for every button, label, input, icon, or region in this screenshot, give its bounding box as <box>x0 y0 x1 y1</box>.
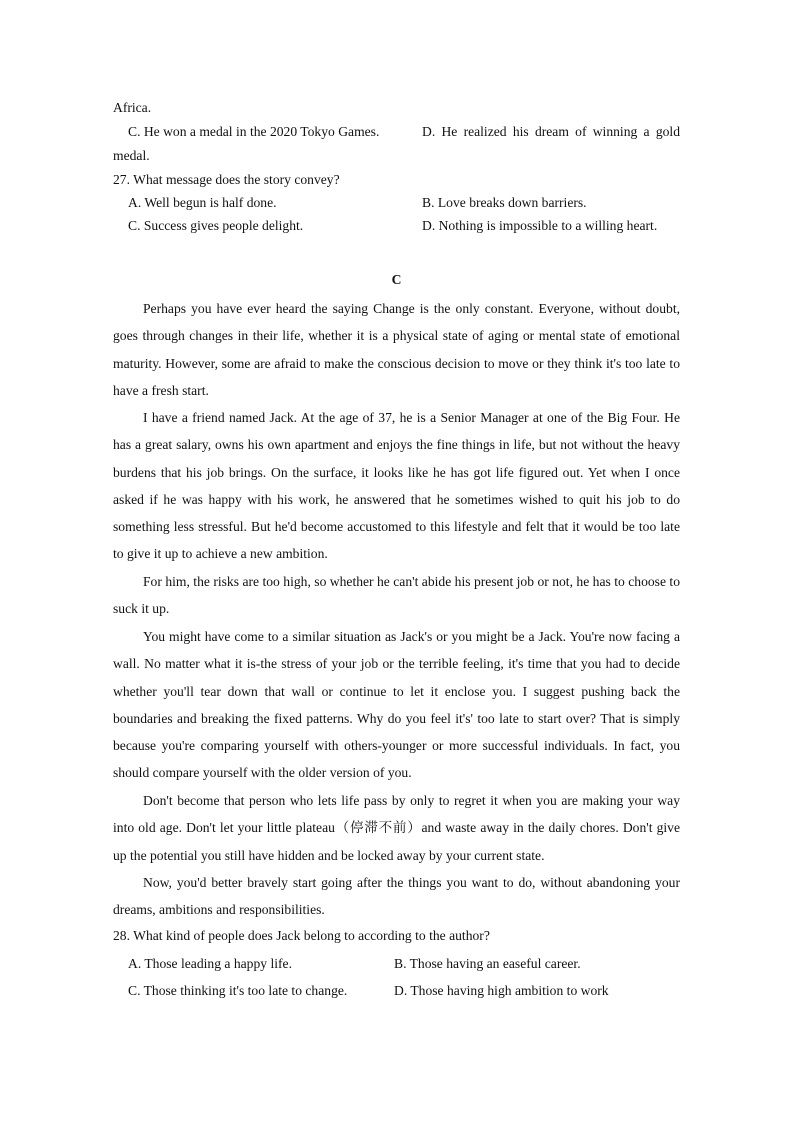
q28-option-c: C. Those thinking it's too late to change. <box>128 983 348 998</box>
prev-option-d: D. He realized his dream of winning a gold <box>422 124 680 139</box>
passage-paragraph-1: Perhaps you have ever heard the saying Change is the only constant. Everyone, without doubt, goes through changes in their life, whether it is a physical state of aging or mental state of emotional maturity. However, some are afraid to make the conscious decision to move or they think it's too late to have a fresh start. <box>113 301 680 398</box>
passage-paragraph-2: I have a friend named Jack. At the age of 37, he is a Senior Manager at one of the Big Four. He has a great salary, owns his own apartment and enjoys the fine things in life, but not without the heavy burdens that his job brings. On the surface, it looks like he has got life figured out. Yet when I once asked if he was happy with his work, he answered that he sometimes wished to quit his job to do something less stressful. But he'd become accustomed to this lifestyle and felt that it would be too late to give it up to achieve a new ambition. <box>113 410 680 562</box>
question-28-stem: 28. What kind of people does Jack belong to according to the author? <box>113 928 490 943</box>
q28-option-d: D. Those having high ambition to work <box>394 983 609 998</box>
passage-paragraph-4: You might have come to a similar situation as Jack's or you might be a Jack. You're now facing a wall. No matter what it is-the stress of your job or the terrible feeling, it's time that you had to decide whether you'll tear down that wall or continue to let it enclose you. I suggest pushing back the boundaries and breaking the fixed patterns. Why do you feel it's' too late to start over? That is simply because you're comparing yourself with others-younger or more successful individuals. In fact, you should compare yourself with the older version of you. <box>113 629 680 781</box>
prev-option-d-continued: medal. <box>113 148 150 163</box>
q28-option-a: A. Those leading a happy life. <box>128 956 292 971</box>
q27-option-c: C. Success gives people delight. <box>128 218 304 233</box>
passage-paragraph-6: Now, you'd better bravely start going after the things you want to do, without abandoning your dreams, ambitions and responsibilities. <box>113 875 680 918</box>
q27-option-d: D. Nothing is impossible to a willing heart. <box>422 218 658 233</box>
question-27-stem: 27. What message does the story convey? <box>113 172 340 187</box>
q27-option-a: A. Well begun is half done. <box>128 195 277 210</box>
passage-paragraph-3: For him, the risks are too high, so whether he can't abide his present job or not, he has to choose to suck it up. <box>113 574 680 617</box>
q27-option-b: B. Love breaks down barriers. <box>422 195 587 210</box>
prev-question-tail: Africa. <box>113 100 152 115</box>
section-title: C <box>391 272 402 287</box>
prev-option-c: C. He won a medal in the 2020 Tokyo Games. <box>128 124 380 139</box>
passage-paragraph-5: Don't become that person who lets life pass by only to regret it when you are making your way into old age. Don't let your little plateau（停滞不前）and waste away in the daily chores. Don't give up the potential you still have hidden and be locked away by your current state. <box>113 793 680 863</box>
q28-option-b: B. Those having an easeful career. <box>394 956 581 971</box>
